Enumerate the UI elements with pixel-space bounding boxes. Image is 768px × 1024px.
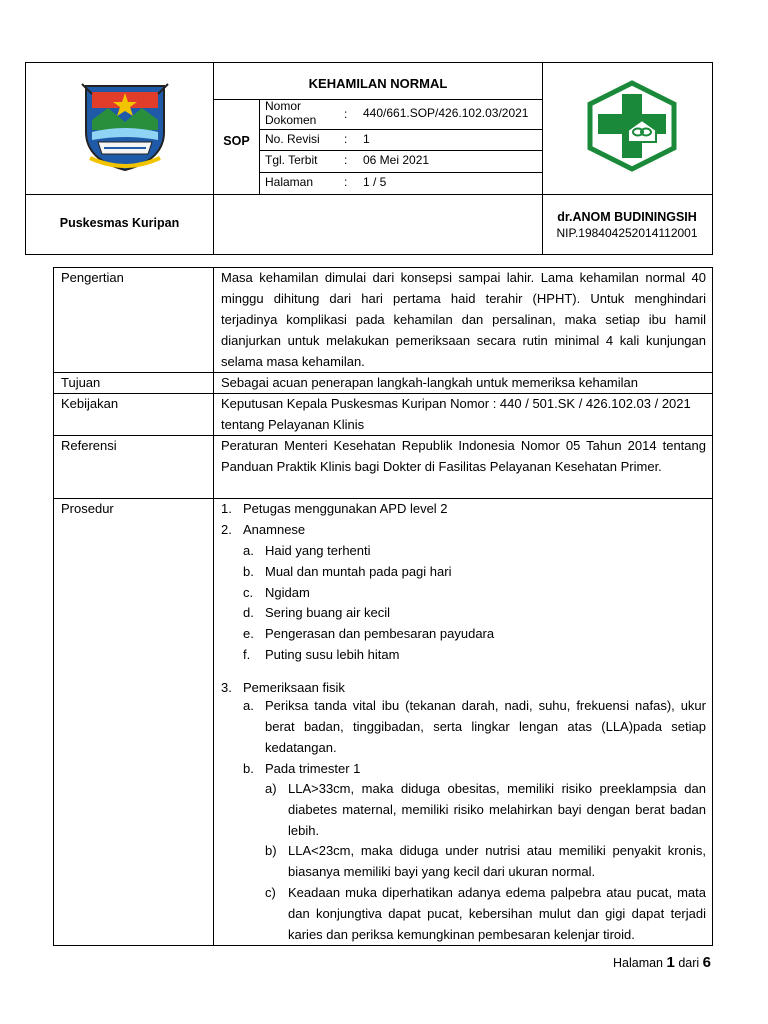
meta-label: Nomor Dokomen (265, 99, 317, 127)
sublist-item: LLA<23cm, maka diduga under nutrisi atau memiliki penyakit kronis, biasanya memiliki bayi yang kecil dari ukuran normal. (288, 843, 706, 879)
list-marker: f. (243, 647, 251, 662)
list-marker: a. (243, 698, 254, 713)
step-number: 2. (221, 522, 232, 537)
sublist-item: Keadaan muka diperhatikan adanya edema palpebra atau pucat, mata dan konjungtiva dapat pucat, kebersihan mulut dan gigi dapat terjadi karies dan periksa kemungkinan pembesaran kelenjar tiroid. (288, 885, 706, 942)
list-item: Periksa tanda vital ibu (tekanan darah, nadi, suhu, frekuensi nafas), ukur berat badan, tinggibadan, serta lingkar lengan atas (LLA)pada setiap kedatangan. (265, 698, 706, 755)
sop-label: SOP (223, 134, 250, 148)
puskesmas-logo (584, 80, 680, 172)
row-label-pengertian: Pengertian (61, 270, 124, 285)
row-label-tujuan: Tujuan (61, 375, 101, 390)
step-text: Pemeriksaan fisik (243, 680, 345, 695)
pengertian-text: Masa kehamilan dimulai dari konsepsi sampai lahir. Lama kehamilan normal 40 minggu dihitung dari hari pertama haid terahir (HPHT). Untuk menghindari terjadinya komplikasi pada kehamilan dan persalinan, maka setiap ibu hamil dianjurkan untuk melakukan pemeriksaan secara rutin minimal 4 kali kunjungan selama masa kehamilan. (221, 270, 706, 369)
head-name: dr.ANOM BUDININGSIH (557, 210, 697, 224)
regional-emblem-logo (78, 80, 172, 174)
list-marker: b. (243, 564, 254, 579)
list-marker: a. (243, 543, 254, 558)
meta-colon: : (344, 153, 348, 167)
document-title: KEHAMILAN NORMAL (308, 76, 448, 91)
list-item: Puting susu lebih hitam (265, 647, 400, 662)
meta-label: Tgl. Terbit (265, 153, 318, 167)
meta-colon: : (344, 107, 348, 121)
page-footer (613, 954, 711, 971)
row-label-prosedur: Prosedur (61, 501, 114, 516)
step-number: 1. (221, 501, 232, 516)
meta-colon: : (344, 132, 348, 146)
list-item: Haid yang terhenti (265, 543, 371, 558)
footer-middle: dari (678, 956, 700, 970)
tujuan-text: Sebagai acuan penerapan langkah-langkah untuk memeriksa kehamilan (221, 375, 638, 390)
meta-value: 1 (363, 132, 370, 146)
footer-current-page: 1 (666, 954, 675, 971)
row-label-kebijakan: Kebijakan (61, 396, 119, 411)
kebijakan-text: Keputusan Kepala Puskesmas Kuripan Nomor : 440 / 501.SK / 426.102.03 / 2021 tentang Pelayanan Klinis (221, 396, 691, 432)
meta-label: No. Revisi (265, 132, 320, 146)
meta-value: 1 / 5 (363, 175, 387, 189)
sublist-marker: c) (265, 885, 276, 900)
step-text: Anamnese (243, 522, 306, 537)
list-item: Pengerasan dan pembesaran payudara (265, 626, 495, 641)
head-nip: NIP.198404252014112001 (556, 226, 698, 240)
list-marker: c. (243, 585, 254, 600)
list-item: Pada trimester 1 (265, 761, 361, 776)
list-item: Ngidam (265, 585, 310, 600)
meta-value: 06 Mei 2021 (363, 153, 430, 167)
sublist-item: LLA>33cm, maka diduga obesitas, memiliki risiko preeklampsia dan diabetes maternal, memiliki risiko melahirkan bayi dengan berat badan lebih. (288, 781, 706, 838)
row-label-referensi: Referensi (61, 438, 117, 453)
list-marker: b. (243, 761, 254, 776)
list-marker: d. (243, 605, 254, 620)
referensi-text: Peraturan Menteri Kesehatan Republik Indonesia Nomor 05 Tahun 2014 tentang Panduan Praktik Klinis bagi Dokter di Fasilitas Pelayanan Kesehatan Primer. (221, 438, 706, 474)
sublist-marker: a) (265, 781, 277, 796)
footer-prefix: Halaman (612, 956, 664, 970)
organization-name: Puskesmas Kuripan (59, 216, 180, 230)
list-item: Sering buang air kecil (265, 605, 391, 620)
meta-colon: : (344, 175, 348, 189)
meta-value: 440/661.SOP/426.102.03/2021 (363, 106, 529, 120)
step-number: 3. (221, 680, 232, 695)
footer-total-pages: 6 (702, 954, 711, 971)
list-marker: e. (243, 626, 254, 641)
step-text: Petugas menggunakan APD level 2 (243, 501, 448, 516)
list-item: Mual dan muntah pada pagi hari (265, 564, 452, 579)
sublist-marker: b) (265, 843, 277, 858)
meta-label: Halaman (265, 175, 314, 189)
